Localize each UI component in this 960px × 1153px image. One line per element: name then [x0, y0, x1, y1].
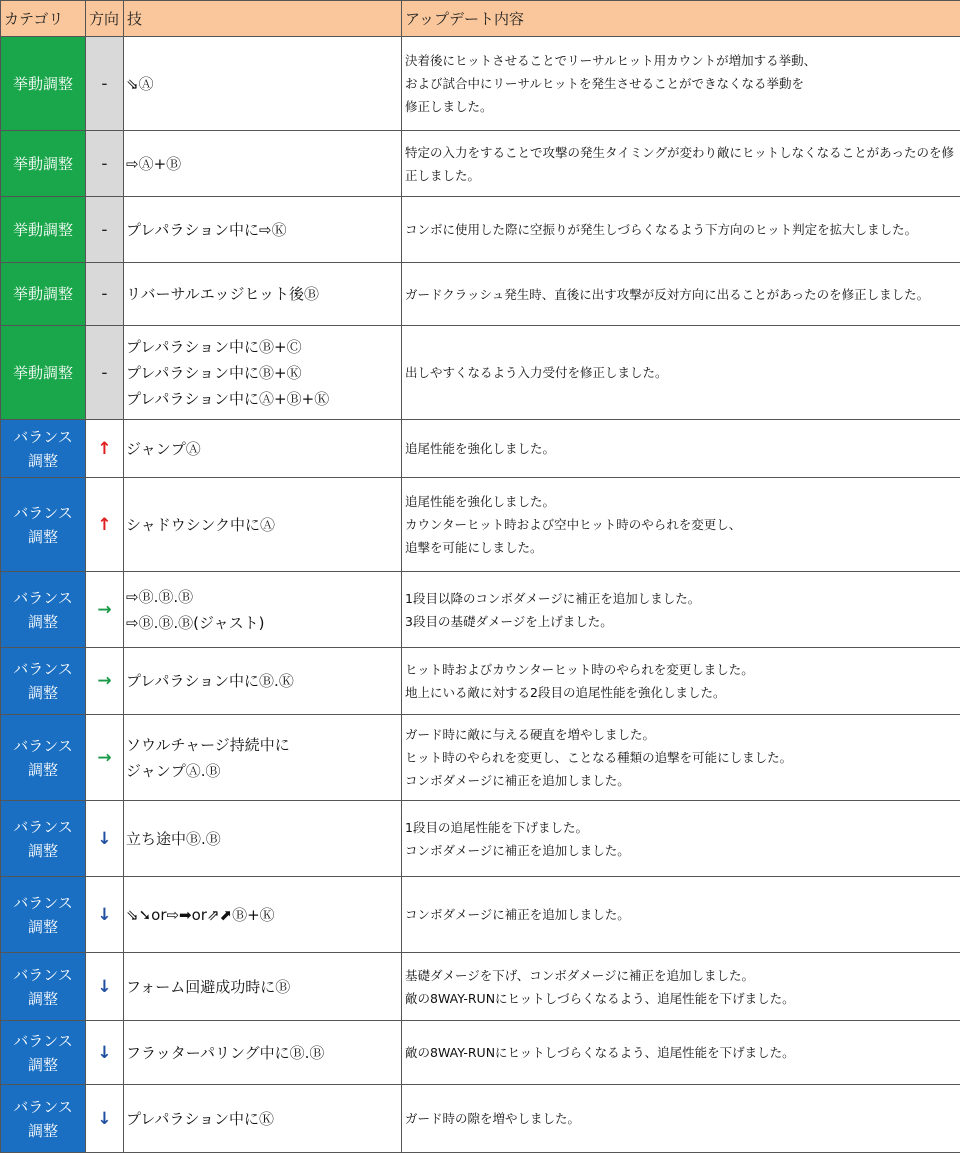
content-line: 1段目以降のコンボダメージに補正を追加しました。: [405, 587, 960, 610]
direction-arrow-down-icon: ↓: [86, 1085, 124, 1153]
move-label: プレパラション中にⒷ+Ⓒ: [126, 334, 401, 360]
move-cell: [124, 37, 402, 131]
content-line: コンボダメージに補正を追加しました。: [405, 769, 960, 792]
move-cell: [124, 572, 402, 648]
content-line: 1段目の追尾性能を下げました。: [405, 816, 960, 839]
content-line: 基礎ダメージを下げ、コンボダメージに補正を追加しました。: [405, 964, 960, 987]
move-cell: [124, 420, 402, 478]
content-line: 追尾性能を強化しました。: [405, 490, 960, 513]
content-line: コンボに使用した際に空振りが発生しづらくなるよう下方向のヒット判定を拡大しました。: [405, 218, 960, 241]
category-label: 挙動調整: [1, 282, 85, 306]
category-cell: [1, 263, 86, 326]
content-line: 特定の入力をすることで攻撃の発生タイミングが変わり敵にヒットしなくなることがあったのを修正しました。: [405, 141, 960, 187]
category-label: 挙動調整: [1, 72, 85, 96]
category-cell: [1, 131, 86, 197]
category-label: 調整: [1, 610, 85, 634]
move-label: プレパラション中にⒶ+Ⓑ+Ⓚ: [126, 386, 401, 412]
table-row: [1, 326, 960, 420]
move-cell: [124, 478, 402, 572]
content-cell: [402, 877, 960, 953]
content-cell: [402, 1021, 960, 1085]
category-label: 調整: [1, 525, 85, 549]
move-cell: [124, 263, 402, 326]
category-cell: [1, 801, 86, 877]
content-cell: [402, 953, 960, 1021]
content-line: コンボダメージに補正を追加しました。: [405, 903, 960, 926]
direction-arrow-down-icon: ↓: [86, 801, 124, 877]
category-label: 挙動調整: [1, 361, 85, 385]
content-line: 出しやすくなるよう入力受付を修正しました。: [405, 361, 960, 384]
direction-arrow-down-icon: ↓: [86, 877, 124, 953]
move-cell: [124, 1021, 402, 1085]
move-label: ⇨Ⓑ.Ⓑ.Ⓑ: [126, 584, 401, 610]
category-label: 挙動調整: [1, 218, 85, 242]
category-label: バランス: [1, 1029, 85, 1053]
content-cell: [402, 801, 960, 877]
category-cell: [1, 420, 86, 478]
move-cell: [124, 715, 402, 801]
header-row: [1, 1, 960, 37]
table-row: [1, 478, 960, 572]
direction-dash: -: [86, 37, 124, 131]
category-label: 調整: [1, 1053, 85, 1077]
category-label: 調整: [1, 449, 85, 473]
category-cell: [1, 1085, 86, 1153]
category-label: バランス: [1, 963, 85, 987]
header-content: アップデート内容: [402, 1, 960, 37]
category-label: バランス: [1, 657, 85, 681]
content-line: 追撃を可能にしました。: [405, 536, 960, 559]
category-label: バランス: [1, 586, 85, 610]
content-cell: [402, 572, 960, 648]
category-cell: [1, 197, 86, 263]
direction-arrow-down-icon: ↓: [86, 1021, 124, 1085]
table-row: [1, 420, 960, 478]
category-label: バランス: [1, 1095, 85, 1119]
category-label: 調整: [1, 915, 85, 939]
direction-dash: -: [86, 263, 124, 326]
move-label: フラッターパリング中にⒷ.Ⓑ: [126, 1040, 401, 1066]
move-label: ⇨Ⓑ.Ⓑ.Ⓑ(ジャスト): [126, 610, 401, 636]
table-row: [1, 648, 960, 715]
content-line: ガードクラッシュ発生時、直後に出す攻撃が反対方向に出ることがあったのを修正しました。: [405, 283, 960, 306]
move-label: ジャンプⒶ: [126, 436, 401, 462]
direction-arrow-right-icon: →: [86, 648, 124, 715]
table-row: [1, 877, 960, 953]
direction-dash: -: [86, 326, 124, 420]
move-cell: [124, 1085, 402, 1153]
move-label: プレパラション中に⇨Ⓚ: [126, 217, 401, 243]
content-cell: [402, 648, 960, 715]
category-cell: [1, 478, 86, 572]
table-row: [1, 37, 960, 131]
header-direction: 方向: [86, 1, 124, 37]
table-row: [1, 131, 960, 197]
category-cell: [1, 877, 86, 953]
content-cell: [402, 37, 960, 131]
move-label: ⇘Ⓐ: [126, 71, 401, 97]
direction-arrow-up-icon: ↑: [86, 420, 124, 478]
content-line: ガード時の隙を増やしました。: [405, 1107, 960, 1130]
move-cell: [124, 648, 402, 715]
content-line: 3段目の基礎ダメージを上げました。: [405, 610, 960, 633]
table-row: [1, 572, 960, 648]
move-label: 立ち途中Ⓑ.Ⓑ: [126, 826, 401, 852]
content-cell: [402, 478, 960, 572]
header-category: カテゴリ: [1, 1, 86, 37]
header-move: 技: [124, 1, 402, 37]
content-line: 敵の8WAY-RUNにヒットしづらくなるよう、追尾性能を下げました。: [405, 987, 960, 1010]
move-label: プレパラション中にⒷ+Ⓚ: [126, 360, 401, 386]
category-label: バランス: [1, 891, 85, 915]
move-label: フォーム回避成功時にⒷ: [126, 974, 401, 1000]
table-row: [1, 1021, 960, 1085]
move-cell: [124, 953, 402, 1021]
table-row: [1, 197, 960, 263]
table-row: [1, 1085, 960, 1153]
move-cell: [124, 801, 402, 877]
content-cell: [402, 197, 960, 263]
move-cell: [124, 131, 402, 197]
category-label: 調整: [1, 681, 85, 705]
category-label: バランス: [1, 815, 85, 839]
content-line: 修正しました。: [405, 95, 960, 118]
table-row: [1, 801, 960, 877]
category-cell: [1, 37, 86, 131]
category-label: 調整: [1, 987, 85, 1011]
content-cell: [402, 326, 960, 420]
category-cell: [1, 715, 86, 801]
category-label: 調整: [1, 1119, 85, 1143]
direction-dash: -: [86, 197, 124, 263]
category-cell: [1, 326, 86, 420]
content-line: ヒット時およびカウンターヒット時のやられを変更しました。: [405, 658, 960, 681]
move-label: ソウルチャージ持続中に: [126, 732, 401, 758]
direction-arrow-down-icon: ↓: [86, 953, 124, 1021]
move-label: ⇘➘or⇨➡or⇗⬈Ⓑ+Ⓚ: [126, 902, 401, 928]
content-cell: [402, 263, 960, 326]
content-cell: [402, 1085, 960, 1153]
category-cell: [1, 953, 86, 1021]
direction-arrow-right-icon: →: [86, 572, 124, 648]
move-cell: [124, 877, 402, 953]
category-label: 挙動調整: [1, 152, 85, 176]
move-label: プレパラション中にⓀ: [126, 1106, 401, 1132]
category-cell: [1, 572, 86, 648]
category-label: バランス: [1, 501, 85, 525]
category-label: 調整: [1, 758, 85, 782]
content-cell: [402, 715, 960, 801]
move-cell: [124, 326, 402, 420]
move-label: リバーサルエッジヒット後Ⓑ: [126, 281, 401, 307]
content-line: ガード時に敵に与える硬直を増やしました。: [405, 723, 960, 746]
move-label: シャドウシンク中にⒶ: [126, 512, 401, 538]
content-line: 地上にいる敵に対する2段目の追尾性能を強化しました。: [405, 681, 960, 704]
content-cell: [402, 420, 960, 478]
direction-arrow-up-icon: ↑: [86, 478, 124, 572]
direction-arrow-right-icon: →: [86, 715, 124, 801]
content-line: 追尾性能を強化しました。: [405, 437, 960, 460]
direction-dash: -: [86, 131, 124, 197]
content-line: コンボダメージに補正を追加しました。: [405, 839, 960, 862]
table-row: [1, 263, 960, 326]
content-line: カウンターヒット時および空中ヒット時のやられを変更し、: [405, 513, 960, 536]
move-label: ジャンプⒶ.Ⓑ: [126, 758, 401, 784]
move-label: ⇨Ⓐ+Ⓑ: [126, 151, 401, 177]
category-cell: [1, 648, 86, 715]
content-line: 決着後にヒットさせることでリーサルヒット用カウントが増加する挙動、: [405, 49, 960, 72]
table-row: [1, 953, 960, 1021]
content-line: ヒット時のやられを変更し、ことなる種類の追撃を可能にしました。: [405, 746, 960, 769]
content-line: 敵の8WAY-RUNにヒットしづらくなるよう、追尾性能を下げました。: [405, 1041, 960, 1064]
category-label: バランス: [1, 734, 85, 758]
content-line: および試合中にリーサルヒットを発生させることができなくなる挙動を: [405, 72, 960, 95]
table-row: [1, 715, 960, 801]
move-cell: [124, 197, 402, 263]
category-label: 調整: [1, 839, 85, 863]
move-label: プレパラション中にⒷ.Ⓚ: [126, 668, 401, 694]
content-cell: [402, 131, 960, 197]
category-cell: [1, 1021, 86, 1085]
category-label: バランス: [1, 425, 85, 449]
